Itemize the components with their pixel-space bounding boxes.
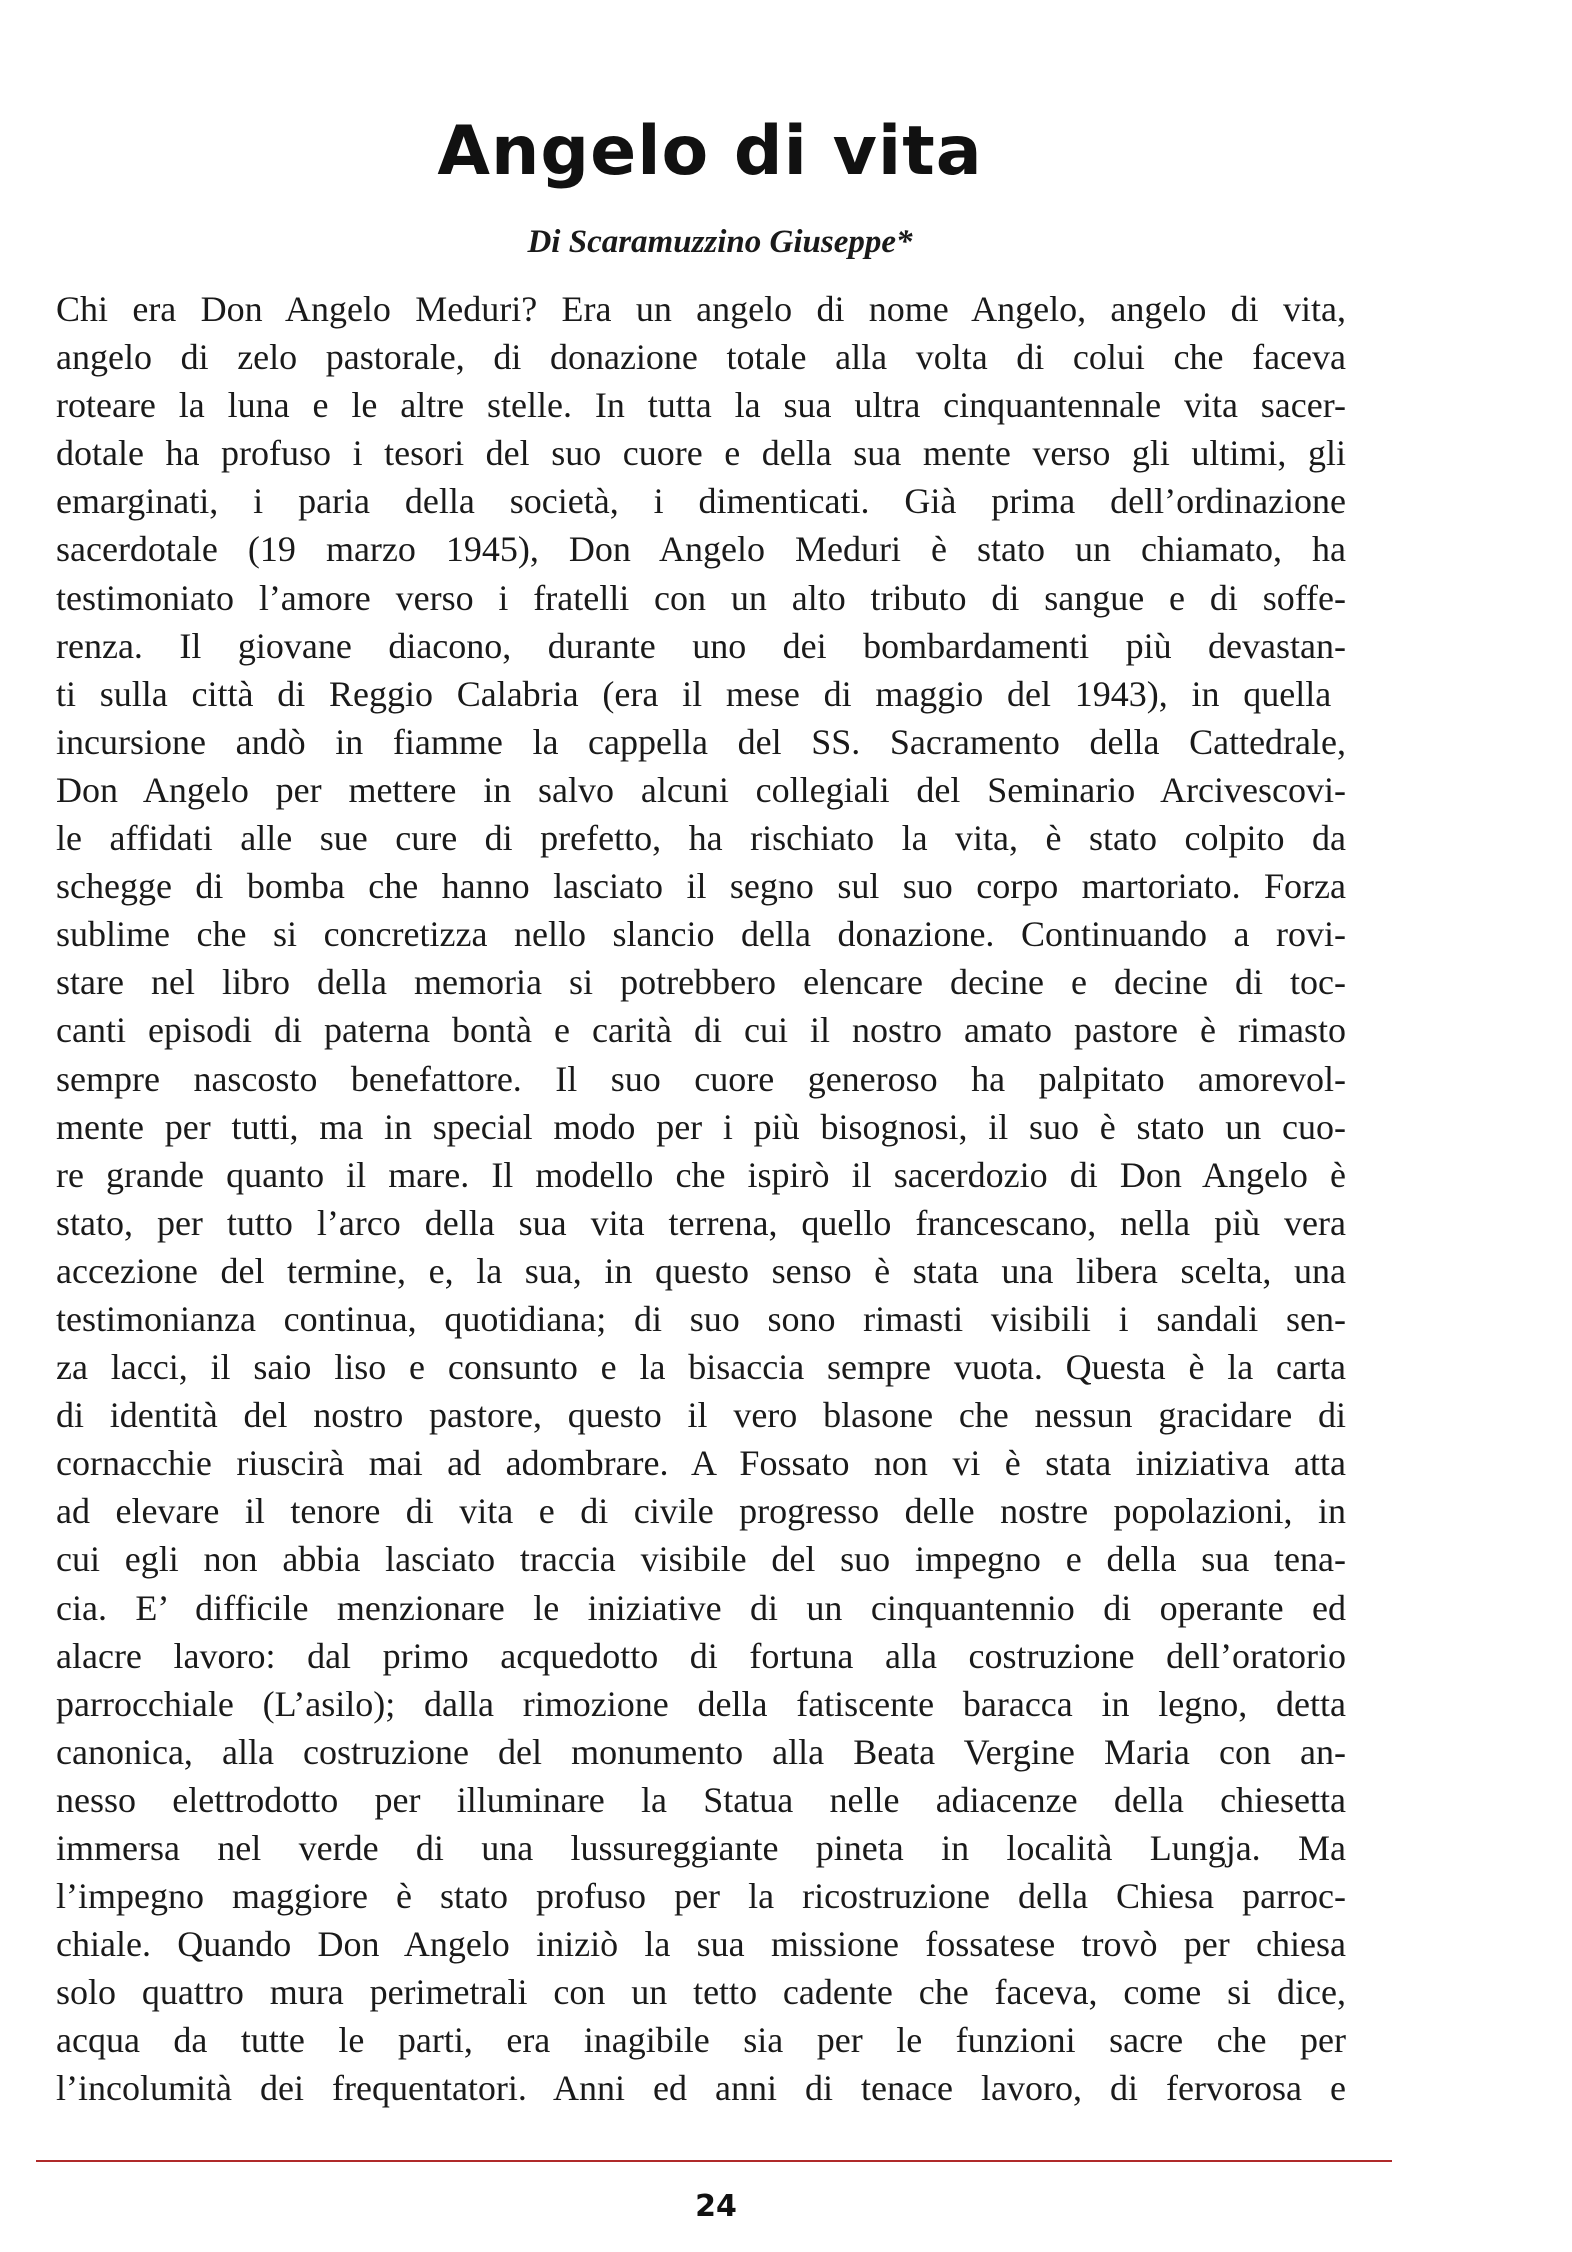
footer-divider: [36, 2160, 1392, 2162]
body-line: l’impegno maggiore è stato profuso per la ricostruzione della Chiesa parroc-: [56, 1876, 1346, 1917]
body-line: re grande quanto il mare. Il modello che ispirò il sacerdozio di Don Angelo è: [56, 1154, 1346, 1195]
body-line: incursione andò in fiamme la cappella del SS. Sacramento della Cattedrale,: [56, 721, 1346, 762]
body-line: ti sulla città di Reggio Calabria (era il mese di maggio del 1943), in quella: [56, 673, 1332, 714]
body-line: dotale ha profuso i tesori del suo cuore e della sua mente verso gli ultimi, gli: [56, 433, 1346, 474]
page-number: 24: [695, 2189, 737, 2224]
body-line: nesso elettrodotto per illuminare la Statua nelle adiacenze della chiesetta: [56, 1779, 1346, 1820]
body-line: angelo di zelo pastorale, di donazione totale alla volta di colui che faceva: [56, 337, 1346, 378]
body-line: Chi era Don Angelo Meduri? Era un angelo di nome Angelo, angelo di vita,: [56, 289, 1346, 329]
body-line: chiale. Quando Don Angelo iniziò la sua missione fossatese trovò per chiesa: [56, 1924, 1346, 1965]
body-line: Don Angelo per mettere in salvo alcuni collegiali del Seminario Arcivescovi-: [56, 769, 1346, 810]
body-line: immersa nel verde di una lussureggiante pineta in località Lungja. Ma: [56, 1828, 1346, 1868]
body-line: parrocchiale (L’asilo); dalla rimozione della fatiscente baracca in legno, detta: [56, 1683, 1346, 1724]
body-line: sacerdotale (19 marzo 1945), Don Angelo Meduri è stato un chiamato, ha: [56, 529, 1346, 570]
body-line: canti episodi di paterna bontà e carità di cui il nostro amato pastore è rimasto: [56, 1010, 1346, 1051]
body-line: schegge di bomba che hanno lasciato il segno sul suo corpo martoriato. Forza: [56, 866, 1346, 907]
body-line: roteare la luna e le altre stelle. In tutta la sua ultra cinquantennale vita sacer-: [56, 385, 1346, 426]
body-line: canonica, alla costruzione del monumento alla Beata Vergine Maria con an-: [56, 1731, 1346, 1772]
body-line: emarginati, i paria della società, i dimenticati. Già prima dell’ordinazione: [56, 481, 1346, 522]
body-line: di identità del nostro pastore, questo il vero blasone che nessun gracidare di: [56, 1395, 1346, 1436]
body-line: alacre lavoro: dal primo acquedotto di fortuna alla costruzione dell’oratorio: [56, 1635, 1346, 1676]
body-line: cornacchie riuscirà mai ad adombrare. A Fossato non vi è stata iniziativa atta: [56, 1443, 1346, 1484]
body-line: testimonianza continua, quotidiana; di suo sono rimasti visibili i sandali sen-: [56, 1298, 1346, 1339]
body-line: cui egli non abbia lasciato traccia visibile del suo impegno e della sua tena-: [56, 1539, 1346, 1580]
body-line: solo quattro mura perimetrali con un tetto cadente che faceva, come si dice,: [56, 1972, 1346, 2013]
body-line: renza. Il giovane diacono, durante uno dei bombardamenti più devastan-: [56, 625, 1346, 666]
article-title: Angelo di vita: [437, 112, 983, 191]
body-line: mente per tutti, ma in special modo per i più bisognosi, il suo è stato un cuo-: [56, 1106, 1346, 1147]
body-line: stare nel libro della memoria si potrebbero elencare decine e decine di toc-: [56, 962, 1346, 1003]
body-line: za lacci, il saio liso e consunto e la bisaccia sempre vuota. Questa è la carta: [56, 1347, 1346, 1388]
body-line: cia. E’ difficile menzionare le iniziative di un cinquantennio di operante ed: [56, 1587, 1346, 1628]
article-author: Di Scaramuzzino Giuseppe*: [527, 224, 913, 260]
body-line: sublime che si concretizza nello slancio della donazione. Continuando a rovi-: [56, 914, 1346, 955]
body-line: acqua da tutte le parti, era inagibile sia per le funzioni sacre che per: [56, 2020, 1346, 2061]
body-line: le affidati alle sue cure di prefetto, ha rischiato la vita, è stato colpito da: [56, 818, 1346, 859]
body-line: testimoniato l’amore verso i fratelli con un alto tributo di sangue e di soffe-: [56, 577, 1346, 618]
body-line: accezione del termine, e, la sua, in questo senso è stata una libera scelta, una: [56, 1250, 1346, 1291]
article-body: [56, 285, 1346, 2113]
body-line: sempre nascosto benefattore. Il suo cuore generoso ha palpitato amorevol-: [56, 1058, 1346, 1099]
body-line: l’incolumità dei frequentatori. Anni ed anni di tenace lavoro, di fervorosa e: [56, 2068, 1346, 2109]
body-line: stato, per tutto l’arco della sua vita terrena, quello francescano, nella più vera: [56, 1202, 1346, 1243]
body-line: ad elevare il tenore di vita e di civile progresso delle nostre popolazioni, in: [56, 1491, 1346, 1532]
